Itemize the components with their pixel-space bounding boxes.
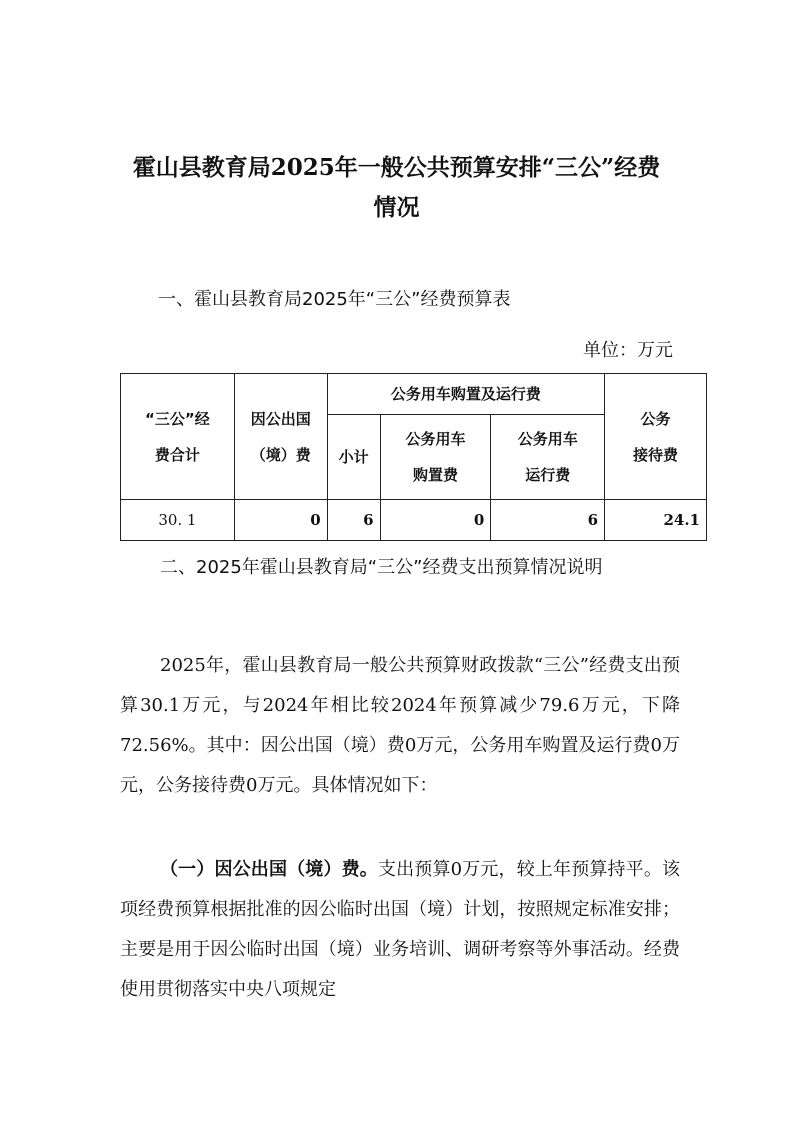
section1-heading: 一、霍山县教育局2025年“三公”经费预算表 — [158, 289, 511, 310]
cell-operation: 6 — [491, 500, 605, 541]
header-purchase-line1: 公务用车 — [405, 430, 466, 448]
header-vehicle-group: 公务用车购置及运行费 — [327, 374, 604, 415]
paragraph-summary: 2025年，霍山县教育局一般公共预算财政拨款“三公”经费支出预算30.1万元，与2024年相比较2024年预算减少79.6万元，下降72.56%。其中：因公出国（境）费0万元，公务用车购置及运行费0万元，公务接待费0万元。具体情况如下： — [120, 655, 680, 796]
cell-purchase: 0 — [380, 500, 491, 541]
header-reception-line2: 接待费 — [633, 445, 679, 464]
header-reception-line1: 公务 — [640, 409, 671, 428]
document-title-line1: 霍山县教育局2025年一般公共预算安排“三公”经费 — [132, 154, 661, 181]
table-row — [121, 500, 707, 541]
document-title — [100, 148, 693, 228]
header-reception — [605, 374, 707, 500]
header-operation — [491, 415, 605, 500]
paragraph-abroad-body: 支出预算0万元，较上年预算持平。该项经费预算根据批准的因公临时出国（境）计划，按照规定标准安排；主要是用于因公临时出国（境）业务培训、调研考察等外事活动。经费使用贯彻落实中央八项规定 — [120, 859, 681, 1000]
header-subtotal: 小计 — [327, 415, 380, 500]
budget-table — [120, 373, 707, 541]
header-purchase-line2: 购置费 — [412, 466, 458, 484]
paragraph-abroad-heading: （一）因公出国（境）费。 — [160, 859, 378, 880]
header-operation-line2: 运行费 — [525, 466, 571, 484]
unit-label: 单位：万元 — [583, 340, 673, 361]
header-total-line1: “三公”经 — [145, 409, 210, 428]
document-title-line2: 情况 — [373, 194, 420, 221]
cell-abroad: 0 — [234, 500, 327, 541]
header-total-line2: 费合计 — [154, 445, 200, 464]
header-abroad — [234, 374, 327, 500]
cell-subtotal: 6 — [327, 500, 380, 541]
header-operation-line1: 公务用车 — [517, 430, 578, 448]
header-total — [121, 374, 235, 500]
cell-total: 30. 1 — [121, 500, 235, 541]
table-header-row — [121, 374, 707, 415]
header-abroad-line2: （境）费 — [250, 445, 311, 464]
header-abroad-line1: 因公出国 — [250, 409, 311, 428]
paragraph-abroad — [120, 850, 680, 1010]
header-purchase — [380, 415, 491, 500]
section2-heading: 二、2025年霍山县教育局“三公”经费支出预算情况说明 — [160, 557, 603, 578]
cell-reception: 24.1 — [605, 500, 707, 541]
